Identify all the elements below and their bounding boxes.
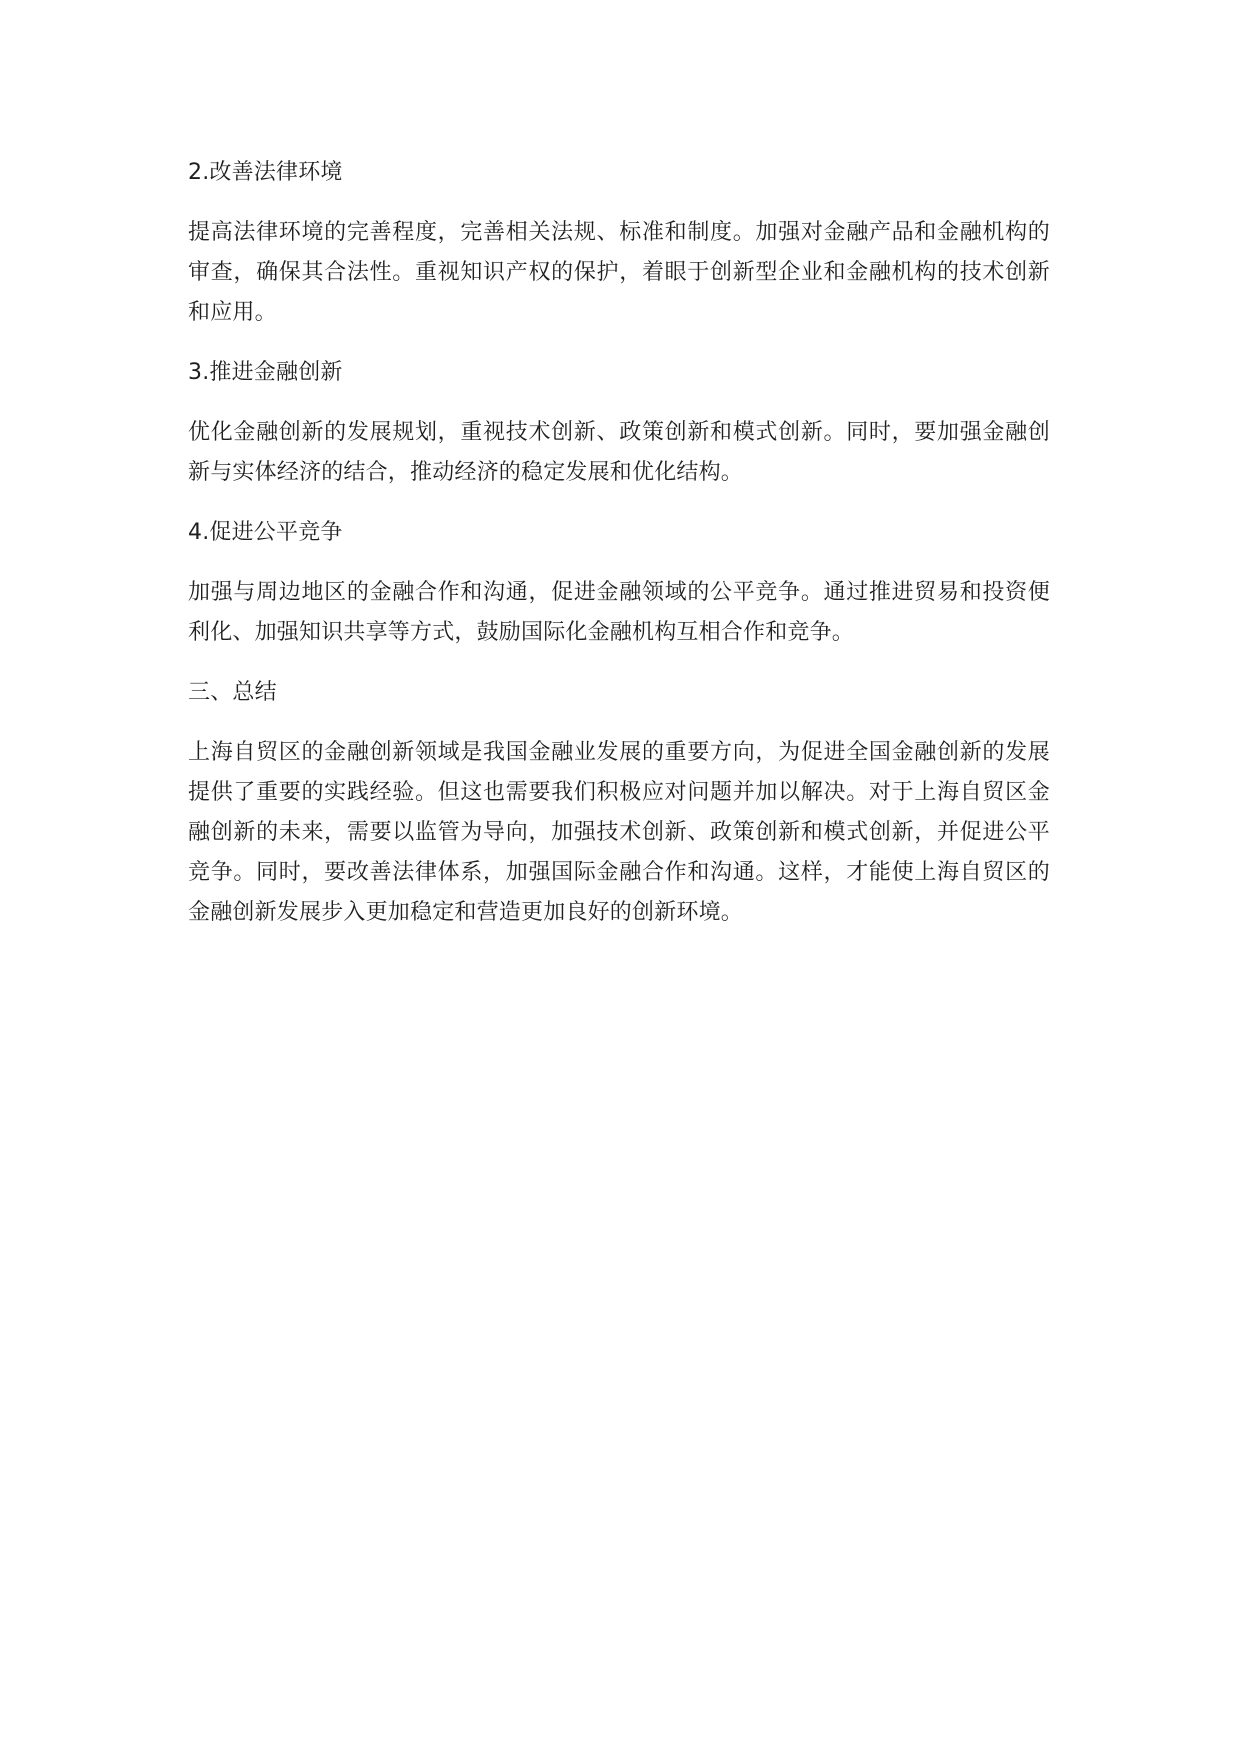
section-paragraph-financial-innovation: 优化金融创新的发展规划，重视技术创新、政策创新和模式创新。同时，要加强金融创新与实体经济的结合，推动经济的稳定发展和优化结构。: [188, 420, 1050, 485]
section-heading-legal-environment: 2.改善法律环境: [188, 160, 343, 185]
section-paragraph-summary: 上海自贸区的金融创新领域是我国金融业发展的重要方向，为促进全国金融创新的发展提供了重要的实践经验。但这也需要我们积极应对问题并加以解决。对于上海自贸区金融创新的未来，需要以监管为导向，加强技术创新、政策创新和模式创新，并促进公平竞争。同时，要改善法律体系，加强国际金融合作和沟通。这样，才能使上海自贸区的金融创新发展步入更加稳定和营造更加良好的创新环境。: [188, 740, 1050, 925]
section-heading-summary: 三、总结: [188, 680, 277, 705]
document-body: [188, 153, 1050, 953]
section-heading-financial-innovation: 3.推进金融创新: [188, 360, 343, 385]
section-paragraph-legal-environment: 提高法律环境的完善程度，完善相关法规、标准和制度。加强对金融产品和金融机构的审查，确保其合法性。重视知识产权的保护，着眼于创新型企业和金融机构的技术创新和应用。: [188, 220, 1050, 325]
section-heading-fair-competition: 4.促进公平竞争: [188, 520, 343, 545]
section-paragraph-fair-competition: 加强与周边地区的金融合作和沟通，促进金融领域的公平竞争。通过推进贸易和投资便利化、加强知识共享等方式，鼓励国际化金融机构互相合作和竞争。: [188, 580, 1050, 645]
